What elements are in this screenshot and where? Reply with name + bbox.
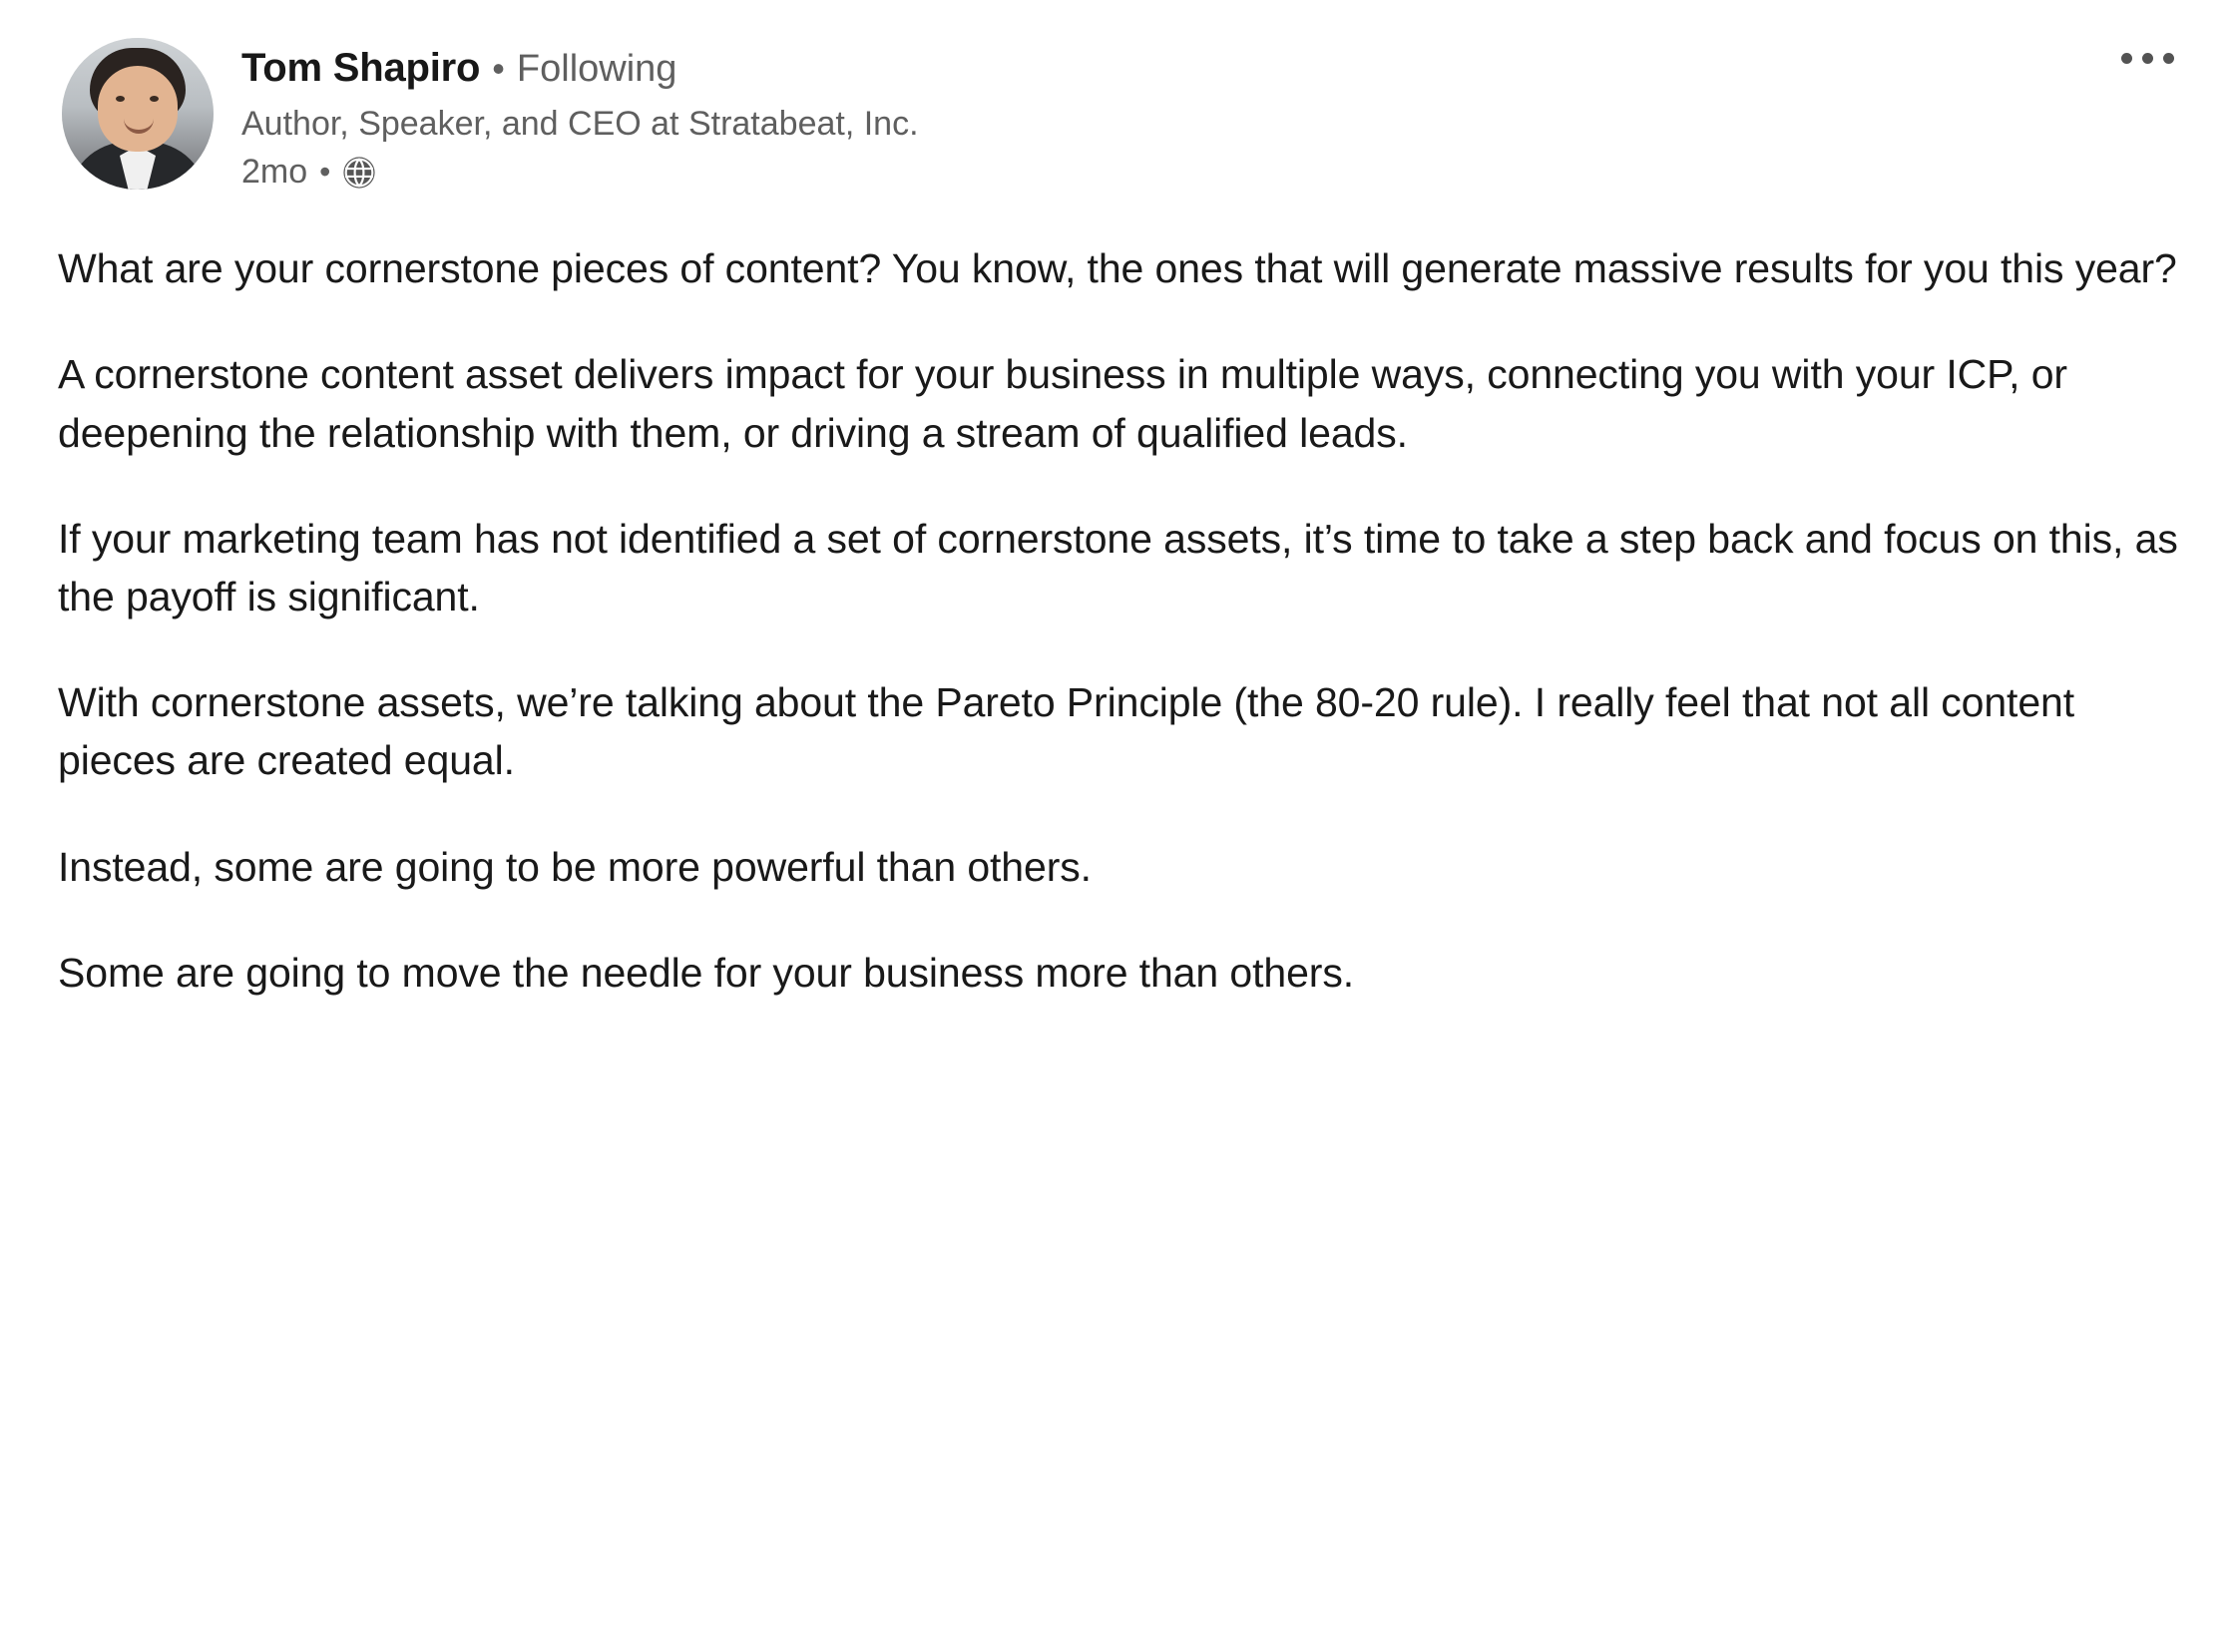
post-paragraph: Some are going to move the needle for your business more than others. [58,949,1355,996]
post-options-button[interactable] [2111,30,2183,86]
ellipsis-icon-dot-1 [2121,53,2132,64]
post-age: 2mo [241,153,308,192]
globe-icon [342,156,376,190]
post-paragraph: With cornerstone assets, we’re talking about the Pareto Principle (the 80-20 rule). I really feel that not all content pieces are created equal. [58,679,2086,784]
post-paragraph: What are your cornerstone pieces of content? You know, the ones that will generate massive results for you this year? [58,245,2177,292]
post-header [0,0,2235,192]
ellipsis-icon-dot-2 [2142,53,2153,64]
post-paragraph: A cornerstone content asset delivers impact for your business in multiple ways, connecting you with your ICP, or deepening the relationship with them, or driving a stream of qualified leads. [58,351,2079,456]
author-name-separator: • [492,48,505,89]
post-meta-row [241,153,919,192]
post-content [0,192,2235,1002]
post-meta-separator: • [319,154,331,191]
post-paragraph: Instead, some are going to be more powerful than others. [58,843,1092,890]
author-name-row [241,44,919,93]
follow-state-label: Following [516,48,677,90]
avatar-eye-right [150,96,159,102]
author-headline: Author, Speaker, and CEO at Stratabeat, Inc. [241,104,919,143]
avatar-eye-left [116,96,125,102]
avatar[interactable] [62,38,214,190]
post-author-block [241,38,919,192]
avatar-face [98,66,178,152]
author-name[interactable]: Tom Shapiro [241,46,481,90]
ellipsis-icon-dot-3 [2163,53,2174,64]
post-paragraph: If your marketing team has not identified a set of cornerstone assets, it’s time to take a step back and focus on this, as the payoff is significant. [58,515,2190,620]
